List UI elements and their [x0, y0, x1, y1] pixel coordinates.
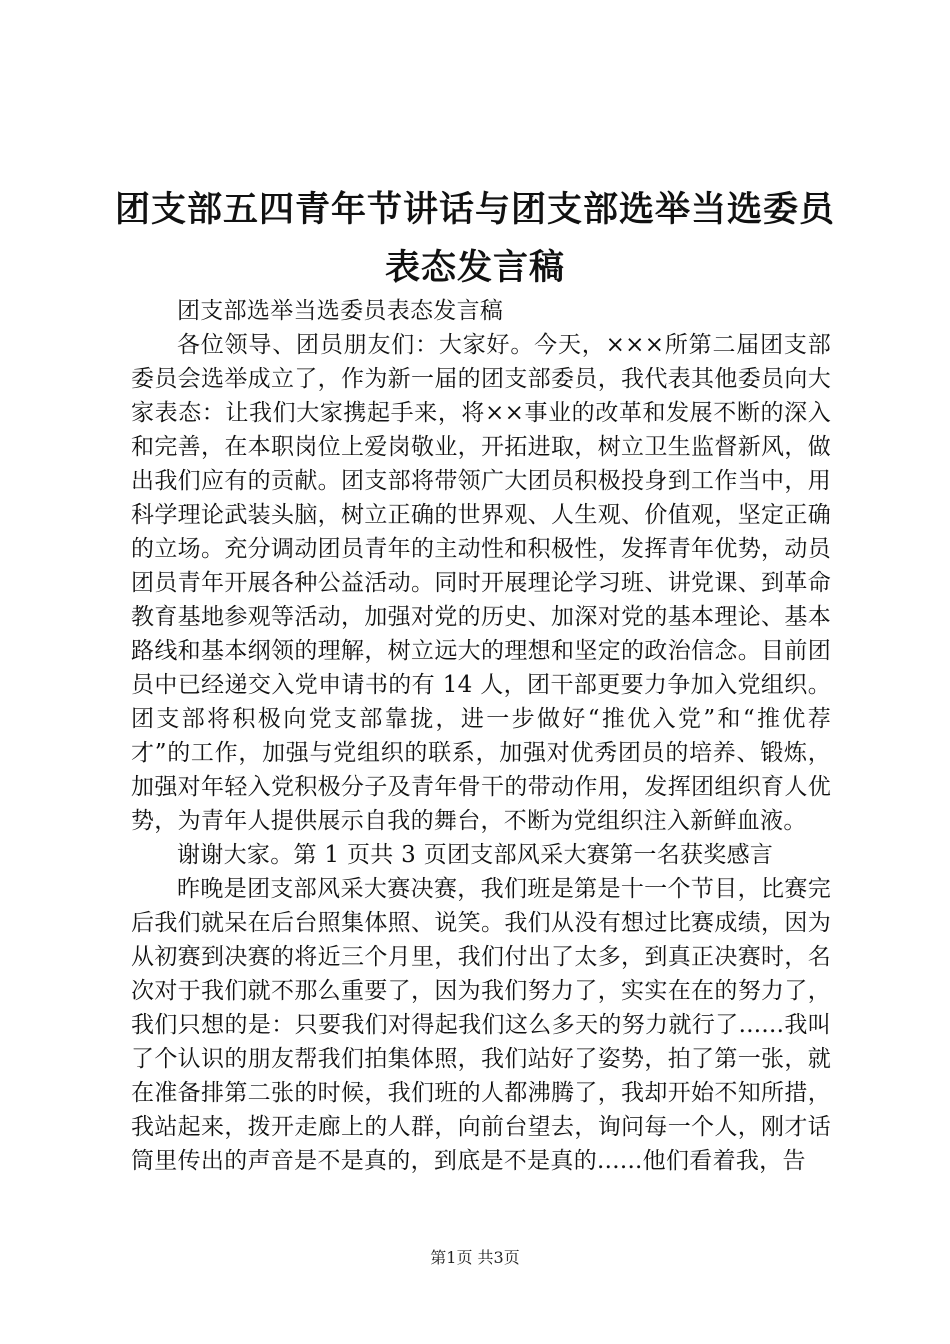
- document-title-line-1: 团支部五四青年节讲话与团支部选举当选委员: [114, 190, 835, 230]
- document-title-line-2: 表态发言稿: [384, 248, 565, 288]
- paragraph-speech: 各位领导、团员朋友们：大家好。今天，×××所第二届团支部委员会选举成立了，作为新一届的团支部委员，我代表其他委员向大家表态：让我们大家携起手来，将××事业的改革和发展不断的深入和完善，在本职岗位上爱岗敬业，开拓进取，树立卫生监督新风，做出我们应有的贡献。团支部将带领广大团员积极投身到工作当中，用科学理论武装头脑，树立正确的世界观、人生观、价值观，坚定正确的立场。充分调动团员青年的主动性和积极性，发挥青年优势，动员团员青年开展各种公益活动。同时开展理论学习班、讲党课、到革命教育基地参观等活动，加强对党的历史、加深对党的基本理论、基本路线和基本纲领的理解，树立远大的理想和坚定的政治信念。目前团员中已经递交入党申请书的有 14 人，团干部更要力争加入党组织。团支部将积极向党支部靠拢，进一步做好“推优入党”和“推优荐才”的工作，加强与党组织的联系，加强对优秀团员的培养、锻炼，加强对年轻入党积极分子及青年骨干的带动作用，发挥团组织育人优势，为青年人提供展示自我的舞台，不断为党组织注入新鲜血液。: [131, 332, 831, 834]
- document-body: [131, 294, 831, 1178]
- paragraph-subtitle: 团支部选举当选委员表态发言稿: [177, 298, 504, 324]
- paragraph-award-speech: 昨晚是团支部风采大赛决赛，我们班是第是十一个节目，比赛完后我们就呆在后台照集体照、说笑。我们从没有想过比赛成绩，因为从初赛到决赛的将近三个月里，我们付出了太多，到真正决赛时，名次对于我们就不那么重要了，因为我们努力了，实实在在的努力了，我们只想的是：只要我们对得起我们这么多天的努力就行了......我叫了个认识的朋友帮我们拍集体照，我们站好了姿势，拍了第一张，就在准备排第二张的时候，我们班的人都沸腾了，我却开始不知所措，我站起来，拨开走廊上的人群，向前台望去，询问每一个人，刚才话筒里传出的声音是不是真的，到底是不是真的......他们看着我，告: [131, 876, 831, 1174]
- paragraph-thanks: 谢谢大家。第 1 页共 3 页团支部风采大赛第一名获奖感言: [177, 842, 774, 868]
- page-footer: 第1页 共3页: [430, 1248, 520, 1267]
